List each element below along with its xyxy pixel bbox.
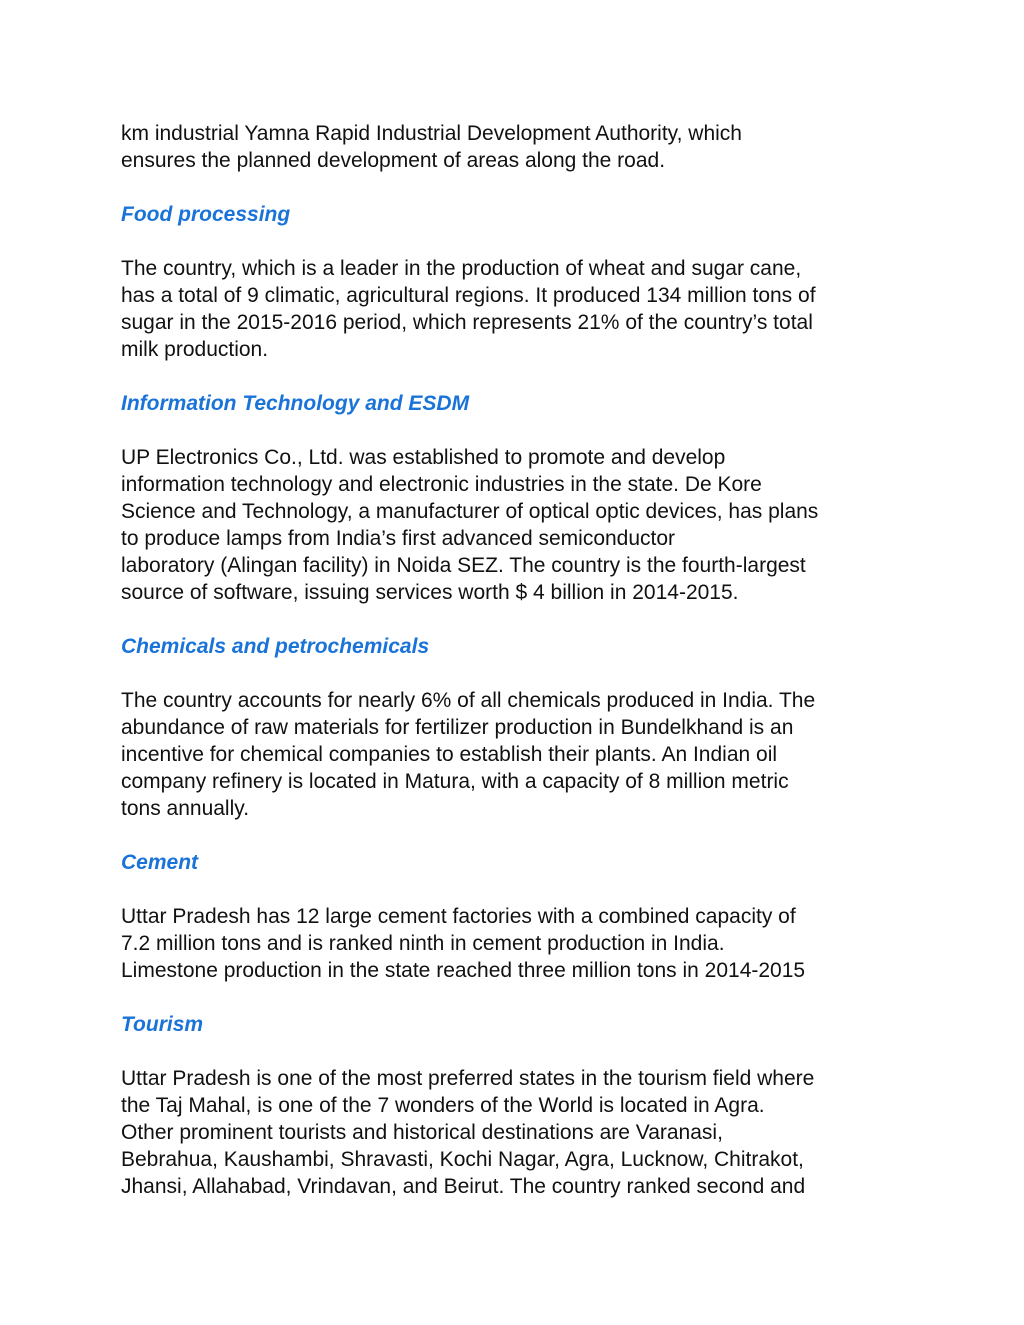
text-line: Limestone production in the state reached three million tons in 2014-2015 bbox=[121, 959, 806, 982]
heading-cement: Cement bbox=[121, 851, 199, 874]
text-line: Uttar Pradesh has 12 large cement factories with a combined capacity of bbox=[121, 905, 796, 928]
text-line: to produce lamps from India’s first advanced semiconductor bbox=[121, 527, 676, 550]
paragraph-tourism bbox=[121, 1065, 921, 1200]
paragraph-information-technology bbox=[121, 444, 921, 606]
text-line: km industrial Yamna Rapid Industrial Development Authority, which bbox=[121, 122, 742, 145]
document-page bbox=[121, 120, 921, 1200]
heading-food-processing: Food processing bbox=[121, 203, 291, 226]
text-line: abundance of raw materials for fertilizer production in Bundelkhand is an bbox=[121, 716, 794, 739]
heading-information-technology: Information Technology and ESDM bbox=[121, 392, 470, 415]
text-line: the Taj Mahal, is one of the 7 wonders of the World is located in Agra. bbox=[121, 1094, 765, 1117]
heading-tourism: Tourism bbox=[121, 1013, 204, 1036]
paragraph-food-processing bbox=[121, 255, 921, 363]
text-line: Bebrahua, Kaushambi, Shravasti, Kochi Nagar, Agra, Lucknow, Chitrakot, bbox=[121, 1148, 804, 1171]
text-line: information technology and electronic industries in the state. De Kore bbox=[121, 473, 762, 496]
paragraph-cement bbox=[121, 903, 921, 984]
text-line: tons annually. bbox=[121, 797, 250, 820]
text-line: UP Electronics Co., Ltd. was established to promote and develop bbox=[121, 446, 726, 469]
text-line: has a total of 9 climatic, agricultural regions. It produced 134 million tons of bbox=[121, 284, 816, 307]
text-line: ensures the planned development of areas along the road. bbox=[121, 149, 666, 172]
text-line: Other prominent tourists and historical destinations are Varanasi, bbox=[121, 1121, 723, 1144]
text-line: Uttar Pradesh is one of the most preferred states in the tourism field where bbox=[121, 1067, 815, 1090]
text-line: 7.2 million tons and is ranked ninth in cement production in India. bbox=[121, 932, 725, 955]
text-line: incentive for chemical companies to establish their plants. An Indian oil bbox=[121, 743, 778, 766]
text-line: Science and Technology, a manufacturer of optical optic devices, has plans bbox=[121, 500, 819, 523]
heading-chemicals: Chemicals and petrochemicals bbox=[121, 635, 430, 658]
text-line: milk production. bbox=[121, 338, 269, 361]
text-line: The country accounts for nearly 6% of all chemicals produced in India. The bbox=[121, 689, 816, 712]
paragraph-chemicals bbox=[121, 687, 921, 822]
intro-paragraph bbox=[121, 120, 921, 174]
text-line: source of software, issuing services worth $ 4 billion in 2014-2015. bbox=[121, 581, 739, 604]
text-line: The country, which is a leader in the production of wheat and sugar cane, bbox=[121, 257, 802, 280]
text-line: Jhansi, Allahabad, Vrindavan, and Beirut. The country ranked second and bbox=[121, 1175, 806, 1198]
text-line: company refinery is located in Matura, with a capacity of 8 million metric bbox=[121, 770, 789, 793]
text-line: sugar in the 2015-2016 period, which represents 21% of the country’s total bbox=[121, 311, 813, 334]
text-line: laboratory (Alingan facility) in Noida SEZ. The country is the fourth-largest bbox=[121, 554, 806, 577]
